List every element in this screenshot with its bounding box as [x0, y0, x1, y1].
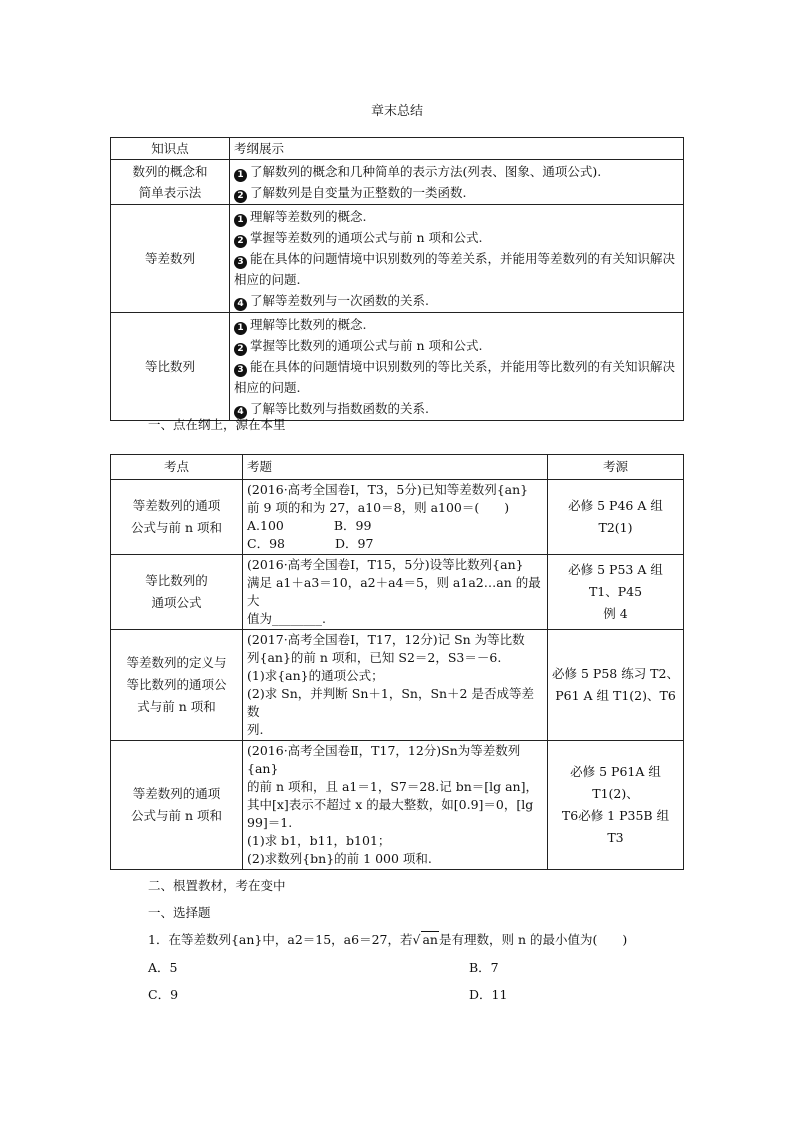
header-topic: 考点 — [111, 455, 243, 480]
question-cell: (2017·高考全国卷Ⅰ，T17，12分)记 Sn 为等比数 列{an}的前 n 项和，已知 S2＝2，S3＝－6. (1)求{an}的通项公式； (2)求 Sn，并判断 Sn＋1，Sn，Sn＋2 是否成等差数 列. — [243, 630, 548, 741]
option-d: D．11 — [469, 987, 508, 1002]
source-cell: 必修 5 P58 练习 T2、 P61 A 组 T1(2)、T6 — [548, 630, 684, 741]
table-header-row — [111, 138, 684, 160]
table-row — [111, 741, 684, 870]
page-title: 章末总结 — [370, 104, 423, 119]
number-badge-icon: 2 — [234, 235, 247, 248]
section-heading-1: 一、点在纲上，源在本里 — [148, 417, 286, 432]
table-row — [111, 160, 684, 205]
topic-cell: 等比数列 — [111, 313, 230, 421]
topic-cell: 等差数列的定义与 等比数列的通项公 式与前 n 项和 — [111, 630, 243, 741]
syllabus-cell — [230, 313, 684, 421]
list-item: 4 了解等比数列与指数函数的关系. — [234, 398, 679, 419]
question-1-stem: 1．在等差数列{an}中，a2＝15，a6＝27，若√ an是有理数，则 n 的最小值为( ) — [148, 932, 628, 947]
question-cell: (2016·高考全国卷Ⅱ，T17，12分)Sn为等差数列{an} 的前 n 项和，且 a1＝1，S7＝28.记 bn＝[lg an]， 其中[x]表示不超过 x 的最大整数，如[0.9]＝0，[lg 99]＝1. (1)求 b1，b11，b101； (2)求数列{bn}的前 1 000 项和. — [243, 741, 548, 870]
topic-cell: 等差数列的通项 公式与前 n 项和 — [111, 741, 243, 870]
list-item: 1 了解数列的概念和几种简单的表示方法(列表、图象、通项公式). — [234, 161, 679, 182]
list-item: 1 理解等差数列的概念. — [234, 206, 679, 227]
table-row — [111, 313, 684, 421]
topic-cell: 等比数列的 通项公式 — [111, 555, 243, 630]
number-badge-icon: 2 — [234, 343, 247, 356]
table-row — [111, 205, 684, 313]
question-cell: (2016·高考全国卷Ⅰ，T3，5分)已知等差数列{an} 前 9 项的和为 27，a10＝8，则 a100＝( ) A.100 B．99 C．98 D．97 — [243, 480, 548, 555]
option-c: C．9 — [148, 987, 179, 1002]
number-badge-icon: 3 — [234, 256, 247, 269]
header-knowledge: 知识点 — [111, 138, 230, 160]
topic-cell: 数列的概念和 简单表示法 — [111, 160, 230, 205]
number-badge-icon: 4 — [234, 298, 247, 311]
question-cell: (2016·高考全国卷Ⅰ，T15，5分)设等比数列{an} 满足 a1＋a3＝10，a2＋a4＝5，则 a1a2…an 的最大 值为________. — [243, 555, 548, 630]
number-badge-icon: 3 — [234, 364, 247, 377]
table-header-row — [111, 455, 684, 480]
sqrt-icon: √ — [412, 932, 421, 947]
source-cell: 必修 5 P46 A 组 T2(1) — [548, 480, 684, 555]
list-item: 2 了解数列是自变量为正整数的一类函数. — [234, 182, 679, 203]
header-question: 考题 — [243, 455, 548, 480]
table-row — [111, 630, 684, 741]
list-item: 3 能在具体的问题情境中识别数列的等比关系，并能用等比数列的有关知识解决相应的问题. — [234, 359, 676, 395]
number-badge-icon: 2 — [234, 190, 247, 203]
syllabus-cell — [230, 160, 684, 205]
sqrt-radicand: an — [422, 932, 438, 947]
topic-cell: 等差数列 — [111, 205, 230, 313]
number-badge-icon: 1 — [234, 322, 247, 335]
number-badge-icon: 4 — [234, 406, 247, 419]
header-syllabus: 考纲展示 — [230, 138, 684, 160]
option-b: B．7 — [469, 960, 499, 975]
topic-cell: 等差数列的通项 公式与前 n 项和 — [111, 480, 243, 555]
list-item: 4 了解等差数列与一次函数的关系. — [234, 290, 679, 311]
syllabus-table — [110, 137, 684, 421]
table-row — [111, 555, 684, 630]
header-source: 考源 — [548, 455, 684, 480]
syllabus-cell — [230, 205, 684, 313]
source-cell: 必修 5 P53 A 组 T1、P45 例 4 — [548, 555, 684, 630]
exam-source-table — [110, 454, 684, 870]
table-row — [111, 480, 684, 555]
list-item: 3 能在具体的问题情境中识别数列的等差关系，并能用等差数列的有关知识解决相应的问题. — [234, 251, 676, 287]
number-badge-icon: 1 — [234, 214, 247, 227]
list-item: 2 掌握等差数列的通项公式与前 n 项和公式. — [234, 227, 679, 248]
list-item: 2 掌握等比数列的通项公式与前 n 项和公式. — [234, 335, 679, 356]
option-a: A．5 — [148, 960, 178, 975]
list-item: 1 理解等比数列的概念. — [234, 314, 679, 335]
source-cell: 必修 5 P61A 组 T1(2)、 T6必修 1 P35B 组 T3 — [548, 741, 684, 870]
subsection-heading: 一、选择题 — [148, 905, 211, 920]
number-badge-icon: 1 — [234, 169, 247, 182]
section-heading-2: 二、根置教材，考在变中 — [148, 878, 286, 893]
